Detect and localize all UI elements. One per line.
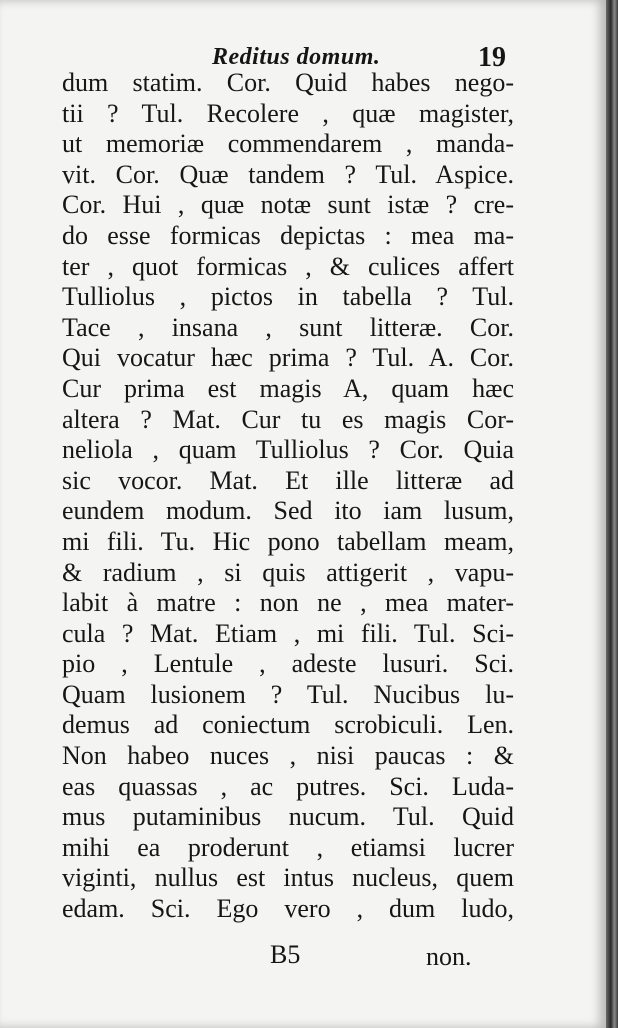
text-line: Cur prima est magis A, quam hæc xyxy=(62,373,514,403)
text-line: Non habeo nuces , nisi paucas : & xyxy=(62,741,514,771)
text-line: ter , quot formicas , & culices affert xyxy=(62,251,514,281)
text-line: dum statim. Cor. Quid habes nego- xyxy=(62,68,514,97)
text-line: cula ? Mat. Etiam , mi fili. Tul. Sci- xyxy=(62,618,514,648)
text-line: & radium , si quis attigerit , vapu- xyxy=(62,557,514,587)
text-line: sic vocor. Mat. Et ille litteræ ad xyxy=(62,465,514,495)
text-line: eas quassas , ac putres. Sci. Luda- xyxy=(62,771,514,801)
catchword: non. xyxy=(426,942,472,971)
page-edge xyxy=(606,0,618,1028)
text-line: mihi ea proderunt , etiamsi lucrer xyxy=(62,832,514,862)
text-line: demus ad coniectum scrobiculi. Len. xyxy=(62,710,514,740)
text-line: Qui vocatur hæc prima ? Tul. A. Cor. xyxy=(62,343,514,373)
text-line: ut memoriæ commendarem , manda- xyxy=(62,129,514,159)
text-line: labit à matre : non ne , mea mater- xyxy=(62,588,514,618)
text-line: Tulliolus , pictos in tabella ? Tul. xyxy=(62,282,514,312)
text-line: Tace , insana , sunt litteræ. Cor. xyxy=(62,312,514,342)
page-number: 19 xyxy=(478,42,506,73)
running-title: Reditus domum. xyxy=(212,44,381,70)
text-line: Quam lusionem ? Tul. Nucibus lu- xyxy=(62,679,514,709)
text-line: tii ? Tul. Recolere , quæ magister, xyxy=(62,98,514,128)
footer-catchline xyxy=(0,940,606,980)
text-line: edam. Sci. Ego vero , dum ludo, xyxy=(62,894,514,924)
body-text xyxy=(62,68,514,925)
text-line: neliola , quam Tulliolus ? Cor. Quia xyxy=(62,435,514,465)
text-line: do esse formicas depictas : mea ma- xyxy=(62,220,514,250)
text-line: mi fili. Tu. Hic pono tabellam meam, xyxy=(62,526,514,556)
text-line: Cor. Hui , quæ notæ sunt istæ ? cre- xyxy=(62,190,514,220)
text-line: pio , Lentule , adeste lusuri. Sci. xyxy=(62,649,514,679)
text-line: mus putaminibus nucum. Tul. Quid xyxy=(62,802,514,832)
text-line: vit. Cor. Quæ tandem ? Tul. Aspice. xyxy=(62,159,514,189)
text-line: viginti, nullus est intus nucleus, quem xyxy=(62,863,514,893)
signature-mark: B5 xyxy=(270,940,301,969)
text-line: altera ? Mat. Cur tu es magis Cor- xyxy=(62,404,514,434)
text-line: eundem modum. Sed ito iam lusum, xyxy=(62,496,514,526)
